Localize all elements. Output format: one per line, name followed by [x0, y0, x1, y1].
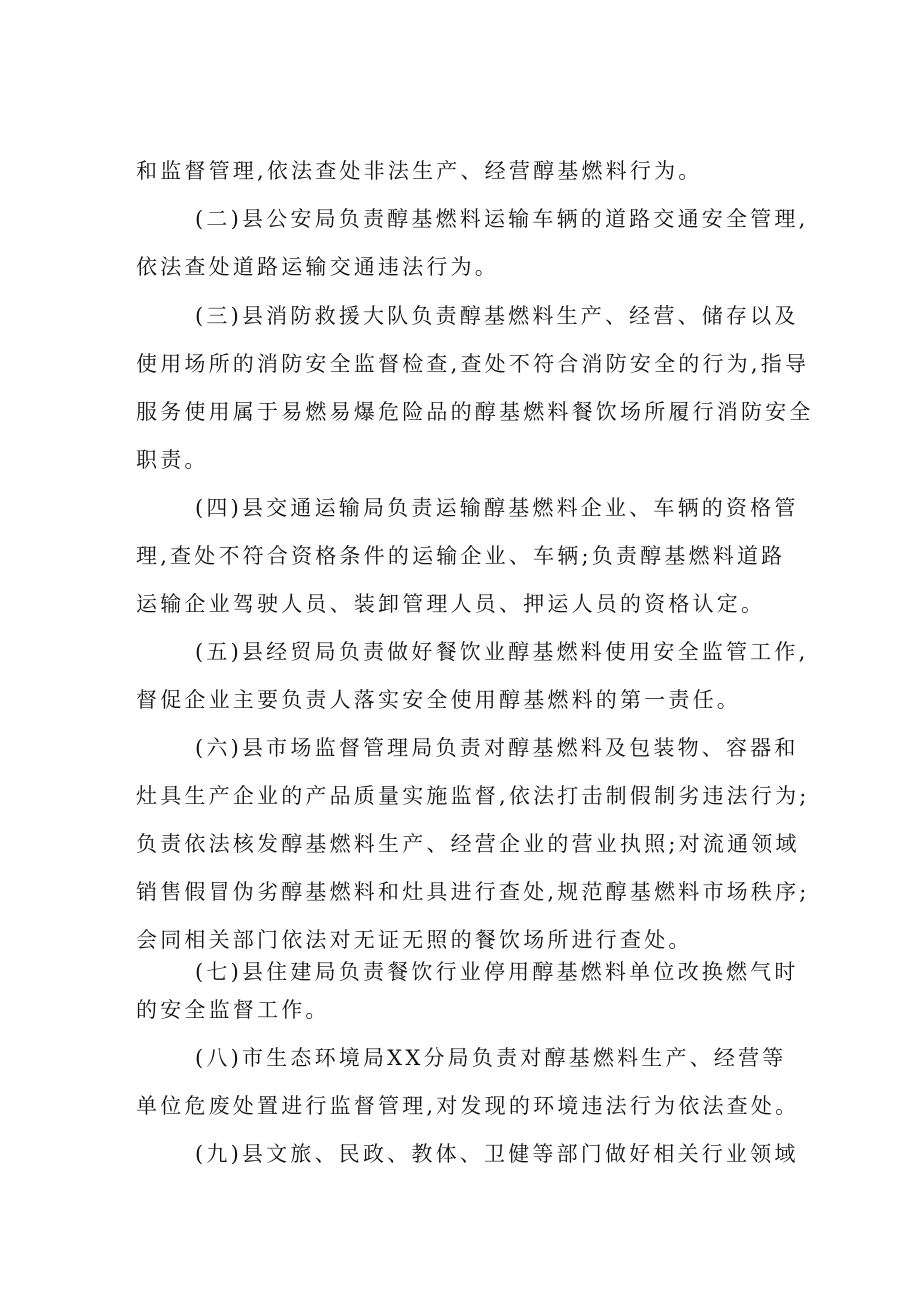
paragraph-line: 的安全监督工作。	[136, 998, 330, 1022]
paragraph-line: 灶具生产企业的产品质量实施监督,依法打击制假制劣违法行为;	[136, 784, 810, 808]
paragraph-line: 督促企业主要负责人落实安全使用醇基燃料的第一责任。	[136, 688, 741, 712]
paragraph-line: 和监督管理,依法查处非法生产、经营醇基燃料行为。	[136, 159, 703, 183]
paragraph-line: (二)县公安局负责醇基燃料运输车辆的道路交通安全管理,	[195, 207, 809, 231]
paragraph-line: (四)县交通运输局负责运输醇基燃料企业、车辆的资格管	[195, 496, 799, 520]
paragraph-line: (七)县住建局负责餐饮行业停用醇基燃料单位改换燃气时	[195, 960, 799, 984]
paragraph-line: 单位危废处置进行监督管理,对发现的环境违法行为依法查处。	[136, 1094, 800, 1118]
paragraph-line: 销售假冒伪劣醇基燃料和灶具进行查处,规范醇基燃料市场秩序;	[136, 880, 810, 904]
paragraph-line: (九)县文旅、民政、教体、卫健等部门做好相关行业领域	[195, 1142, 799, 1166]
paragraph-line: 服务使用属于易燃易爆危险品的醇基燃料餐饮场所履行消防安全	[136, 400, 814, 424]
paragraph-line: 理,查处不符合资格条件的运输企业、车辆;负责醇基燃料道路	[136, 544, 786, 568]
paragraph-line: 依法查处道路运输交通违法行为。	[136, 255, 499, 279]
paragraph-line: (三)县消防救援大队负责醇基燃料生产、经营、储存以及	[195, 304, 799, 328]
paragraph-line: 负责依法核发醇基燃料生产、经营企业的营业执照;对流通领域	[136, 832, 800, 856]
paragraph-line: (五)县经贸局负责做好餐饮业醇基燃料使用安全监管工作,	[195, 640, 809, 664]
paragraph-line: (六)县市场监督管理局负责对醇基燃料及包装物、容器和	[195, 736, 799, 760]
paragraph-line: 运输企业驾驶人员、装卸管理人员、押运人员的资格认定。	[136, 592, 766, 616]
paragraph-line: (八)市生态环境局XX分局负责对醇基燃料生产、经营等	[195, 1046, 787, 1070]
paragraph-line: 会同相关部门依法对无证无照的餐饮场所进行查处。	[136, 928, 693, 952]
paragraph-line: 使用场所的消防安全监督检查,查处不符合消防安全的行为,指导	[136, 352, 810, 376]
paragraph-line: 职责。	[136, 448, 209, 472]
